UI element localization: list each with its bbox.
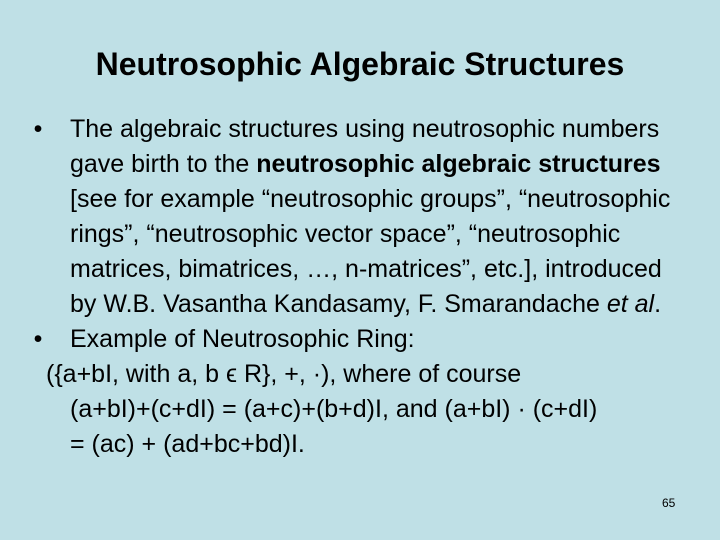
bullet-1-text-b: [see for example “neutrosophic groups”, “neutrosophic rings”, “neutrosophic vector space”, “neutrosophic matrices, bimatrices, …, n-matrices”, etc.], introduced by W.B. Vasantha Kandasamy, F. Smarandache (70, 185, 671, 318)
bullet-1-bold-term: neutrosophic algebraic structures (256, 150, 661, 178)
bullet-icon: • (33, 325, 43, 353)
bullet-2-text: Example of Neutrosophic Ring: (70, 325, 415, 353)
bullet-item-2 (28, 322, 688, 357)
formula-line-3: = (ac) + (ad+bc+bd)I. (70, 430, 305, 458)
slide-title: Neutrosophic Algebraic Structures (95, 46, 625, 82)
slide-body (28, 112, 688, 462)
bullet-1-text-c: . (654, 290, 662, 318)
bullet-icon: • (33, 115, 43, 143)
bullet-item-1 (28, 112, 688, 322)
formula-line-1: ({a+bI, with a, b ϵ R}, +, ·), where of course (46, 360, 522, 388)
bullet-1-italic: et al (606, 290, 655, 318)
page-number: 65 (662, 496, 676, 510)
ring-formula (28, 357, 688, 462)
bullet-1-text-a: The algebraic structures using neutrosophic numbers gave birth to the (70, 115, 660, 178)
formula-line-2: (a+bI)+(c+dI) = (a+c)+(b+d)I, and (a+bI) · (c+dI) (70, 395, 598, 423)
